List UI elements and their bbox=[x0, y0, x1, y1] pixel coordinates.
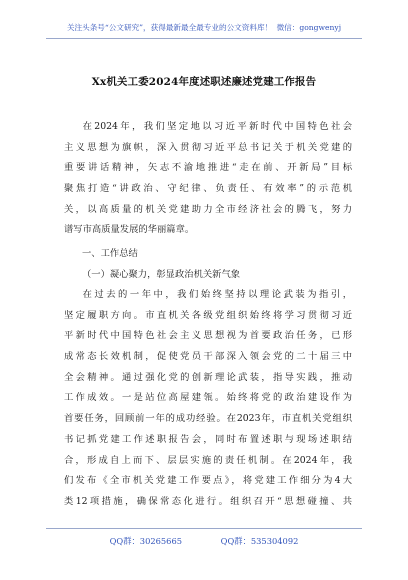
section-heading: 一、工作总结 bbox=[82, 248, 138, 259]
paragraph-line: 坚定履职方向。市直机关各级党组织始终将学习贯彻习近 bbox=[64, 309, 352, 321]
paragraph-line: 在过去的一年中，我们始终坚持以理论武装为指引， bbox=[82, 289, 352, 300]
footer-divider bbox=[46, 528, 362, 529]
header-banner-text: 关注头条号“公文研究”，获得最新最全最专业的公文资料库！ bbox=[66, 23, 273, 32]
header-banner bbox=[0, 22, 408, 33]
footer-qq-group-right: QQ群：535304092 bbox=[220, 536, 299, 546]
paragraph-line: 聚焦打造“讲政治、守纪律、负责任、有效率”的示范机 bbox=[64, 183, 352, 195]
header-wechat-text: 微信：gongwenyj bbox=[276, 23, 342, 32]
intro-paragraph bbox=[64, 117, 352, 241]
paragraph-line: 谱写市高质量发展的华丽篇章。 bbox=[64, 224, 195, 236]
header-divider bbox=[46, 38, 362, 39]
paragraph-line: 工作成效。一是站位高屋建瓴。始终将党的政治建设作为 bbox=[64, 392, 352, 404]
footer-qq-group-left: QQ群：30265665 bbox=[109, 536, 183, 546]
paragraph-line: 平新时代中国特色社会主义思想视为首要政治任务，已形 bbox=[64, 330, 352, 342]
paragraph-line: 全会精神。通过强化党的创新理论武装，指导实践，推动 bbox=[64, 371, 352, 383]
document-title: Xx机关工委2024年度述职述廉述党建工作报告 bbox=[91, 76, 317, 88]
paragraph-line: 重要讲话精神，矢志不渝地推进“走在前、开新局”目标 bbox=[64, 162, 352, 174]
paragraph-line: 首要任务，回顾前一年的成功经验。在2023年，市直机关党组织 bbox=[64, 413, 352, 425]
subsection-heading: （一）凝心聚力，彰显政治机关新气象 bbox=[82, 269, 241, 280]
paragraph-line: 关，以高质量的机关党建助力全市经济社会的腾飞，努力 bbox=[64, 203, 352, 215]
paragraph-line: 主义思想为旗帜，深入贯彻习近平总书记关于机关党建的 bbox=[64, 141, 352, 153]
footer bbox=[0, 535, 408, 547]
paragraph-line: 们发布《全市机关党建工作要点》，将党建工作细分为4大 bbox=[64, 475, 352, 487]
paragraph-line: 书记抓党建工作述职报告会，同时布置述职与现场述职结 bbox=[64, 433, 352, 445]
paragraph-line: 成常态长效机制，促使党员干部深入领会党的二十届三中 bbox=[64, 351, 352, 363]
paragraph-line: 类12项措施，确保常态化进行。组织召开“思想碰撞、共 bbox=[64, 495, 352, 507]
body-paragraph bbox=[64, 285, 352, 513]
paragraph-line: 在2024年，我们坚定地以习近平新时代中国特色社会 bbox=[82, 121, 352, 132]
paragraph-line: 合，形成自上而下、层层实施的责任机制。在2024年，我 bbox=[64, 454, 352, 466]
